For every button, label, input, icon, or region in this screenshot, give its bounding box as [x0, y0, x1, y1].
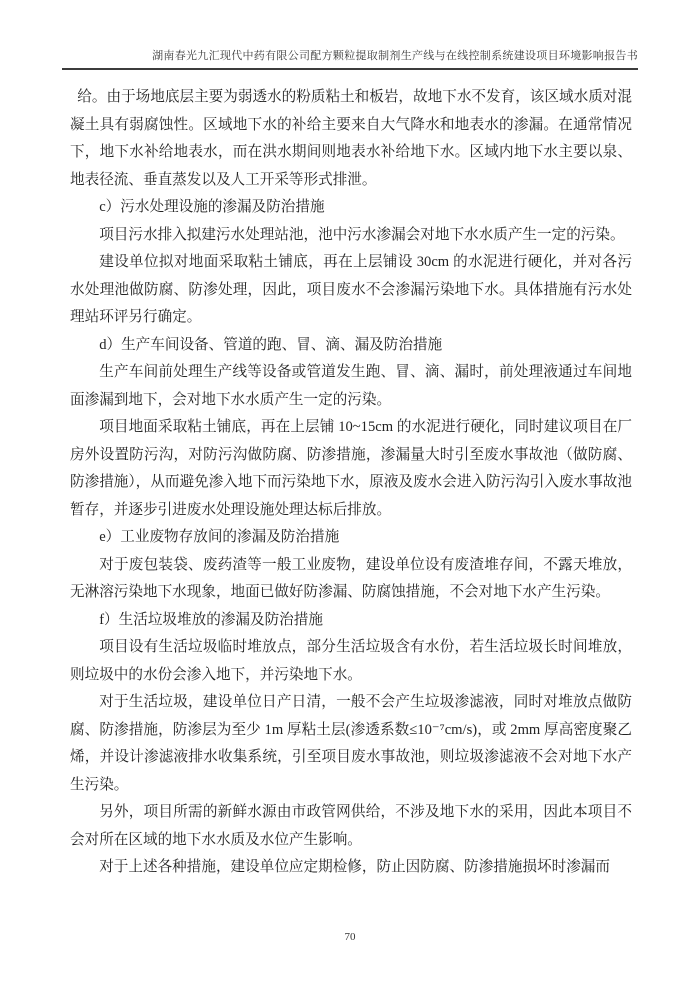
paragraph-maintenance: 对于上述各种措施，建设单位应定期检修，防止因防腐、防渗措施损坏时渗漏而 — [99, 859, 610, 875]
paragraph-groundwater-overview: 给。由于场地底层主要为弱透水的粉质粘土和板岩，故地下水不发育，该区域水质对混凝土具有弱腐蚀性。区域地下水的补给主要来自大气降水和地表水的渗漏。在通常情况下，地下水补给地表水，而在洪水期间则地表水补给地下水。区域内地下水主要以泉、地表径流、垂直蒸发以及人工开采等形式排泄。 — [70, 89, 632, 188]
page-header — [62, 47, 638, 70]
section-heading-e: e）工业废物存放间的渗漏及防治措施 — [99, 529, 340, 545]
paragraph-workshop-leak-measures: 项目地面采取粘土铺底，再在上层铺 10~15cm 的水泥进行硬化，同时建议项目在厂房外设置防污沟，对防污沟做防腐、防渗措施，渗漏量大时引至废水事故池（做防腐、防渗措施），从而避免渗入地下而污染地下水，原液及废水会进入防污沟引入废水事故池暂存，并逐步引进废水处理设施处理达标后排放。 — [70, 419, 632, 518]
paragraph-domestic-garbage-measures: 对于生活垃圾，建设单位日产日清，一般不会产生垃圾渗滤液，同时对堆放点做防腐、防渗措施，防渗层为至少 1m 厚粘土层(渗透系数≤10⁻⁷cm/s)，或 2mm 厚高密度聚乙烯，并设计渗滤液排水收集系统，引至项目废水事故池，则垃圾渗滤液不会对地下水产生污染。 — [70, 694, 632, 793]
paragraph-industrial-waste: 对于废包装袋、废药渣等一般工业废物，建设单位设有废渣堆存间，不露天堆放，无淋溶污染地下水现象，地面已做好防渗漏、防腐蚀措施，不会对地下水产生污染。 — [70, 556, 632, 600]
paragraph-workshop-leak-risk: 生产车间前处理生产线等设备或管道发生跑、冒、滴、漏时，前处理液通过车间地面渗漏到地下，会对地下水水质产生一定的污染。 — [70, 364, 632, 408]
page-footer — [0, 931, 700, 943]
paragraph-sewage-station-risk: 项目污水排入拟建污水处理站池，池中污水渗漏会对地下水水质产生一定的污染。 — [99, 226, 625, 243]
paragraph-domestic-garbage-risk: 项目设有生活垃圾临时堆放点，部分生活垃圾含有水份，若生活垃圾长时间堆放，则垃圾中的水份会渗入地下，并污染地下水。 — [70, 639, 632, 683]
paragraph-water-supply: 另外，项目所需的新鲜水源由市政管网供给，不涉及地下水的采用，因此本项目不会对所在区域的地下水水质及水位产生影响。 — [70, 804, 632, 848]
paragraph-sewage-station-measures: 建设单位拟对地面采取粘土铺底，再在上层铺设 30cm 的水泥进行硬化，并对各污水处理池做防腐、防渗处理，因此，项目废水不会渗漏污染地下水。具体措施有污水处理站环评另行确定。 — [70, 254, 632, 325]
header-title: 湖南春光九汇现代中药有限公司配方颗粒提取制剂生产线与在线控制系统建设项目环境影响报告书 — [152, 50, 638, 62]
section-heading-f: f）生活垃圾堆放的渗漏及防治措施 — [99, 611, 323, 628]
page-number: 70 — [344, 931, 356, 943]
document-body — [70, 84, 632, 882]
section-heading-d: d）生产车间设备、管道的跑、冒、滴、漏及防治措施 — [99, 336, 443, 353]
section-heading-c: c）污水处理设施的渗漏及防治措施 — [99, 199, 325, 215]
